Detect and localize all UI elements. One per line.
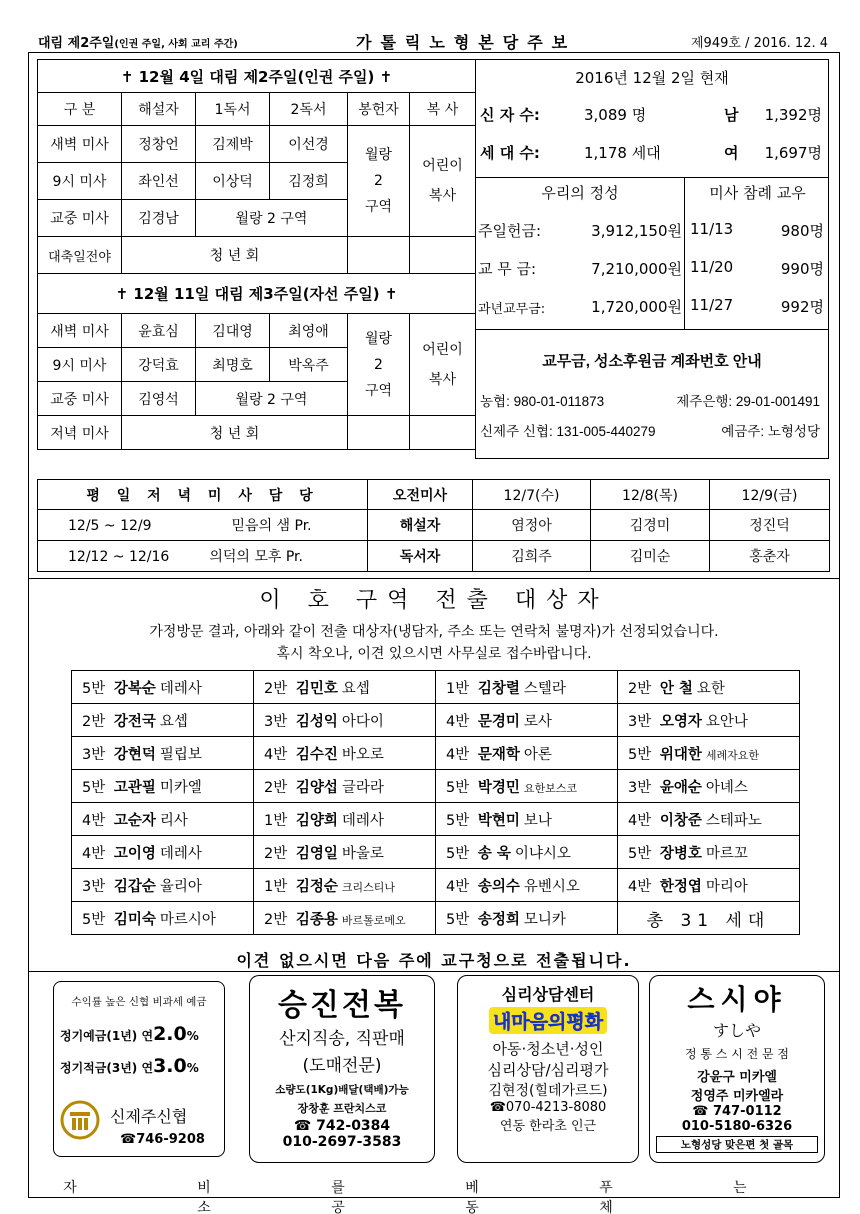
census-section — [476, 60, 828, 178]
section-divider — [28, 971, 840, 972]
reader-label: 독서자 — [368, 541, 473, 572]
believers-count: 3,089 명 — [584, 106, 647, 124]
entry-name: 강복순 — [113, 680, 156, 697]
empty-cell — [348, 416, 410, 450]
entry-saint: 리사 — [159, 812, 188, 829]
weekday-group: 믿음의 샘 Pr. — [231, 518, 312, 534]
ad-row — [29, 975, 841, 1165]
entry-saint: 율리아 — [159, 878, 202, 895]
transfer-entry — [72, 836, 254, 869]
schedule-cell: 최영애 — [270, 314, 348, 348]
transfer-entry — [436, 869, 618, 902]
ad-credit-union — [53, 981, 225, 1157]
entry-ban: 5반 — [628, 845, 652, 862]
entry-saint: 아녜스 — [705, 779, 748, 796]
account-holder: 예금주: 노형성당 — [721, 424, 820, 439]
schedule-table — [37, 59, 476, 450]
ad-line: 아동·청소년·성인 — [492, 1040, 604, 1058]
bulletin-frame — [28, 52, 840, 1214]
entry-saint: 아론 — [523, 746, 552, 763]
transfer-entry — [618, 803, 800, 836]
ad-sushi — [649, 975, 825, 1163]
entry-name: 송 욱 — [477, 845, 511, 862]
attendance-count: 980명 — [780, 222, 824, 240]
schedule-cell: 강덕효 — [122, 348, 196, 382]
transfer-entry — [254, 737, 436, 770]
header-sunday: 대림 제2주일(인권 주일, 사회 교리 주간) — [38, 36, 238, 51]
entry-saint: 스텔라 — [523, 680, 566, 697]
entry-ban: 2반 — [264, 680, 288, 697]
schedule-cell: 윤효심 — [122, 314, 196, 348]
attendance-count: 990명 — [780, 260, 824, 278]
entry-ban: 3반 — [628, 713, 652, 730]
entry-saint: 아다이 — [341, 713, 384, 730]
ad-line: (도매전문) — [302, 1056, 382, 1076]
entry-ban: 3반 — [628, 779, 652, 796]
entry-saint: 바오로 — [341, 746, 384, 763]
ad-line: 연동 한라초 인근 — [499, 1119, 597, 1134]
census-title: 2016년 12월 2일 현재 — [575, 69, 729, 87]
entry-name: 한정엽 — [659, 878, 702, 895]
transfer-entry — [436, 902, 618, 935]
account-title: 교무금, 성소후원금 계좌번호 안내 — [542, 353, 762, 370]
entry-ban: 5반 — [628, 746, 652, 763]
entry-ban: 3반 — [82, 746, 106, 763]
schedule-merged-cell: 청 년 회 — [122, 416, 348, 450]
entry-ban: 1반 — [446, 680, 470, 697]
entry-name: 김민호 — [295, 680, 338, 697]
entry-ban: 3반 — [82, 878, 106, 895]
entry-saint: 요셉 — [159, 713, 188, 730]
entry-ban: 5반 — [446, 779, 470, 796]
offering-label: 과년교무금: — [478, 302, 546, 317]
table-row — [72, 737, 800, 770]
morning-day: 12/9(금) — [710, 480, 830, 510]
schedule-cell: 이선경 — [270, 126, 348, 163]
credit-union-logo — [60, 1100, 100, 1140]
schedule-cell: 정창언 — [122, 126, 196, 163]
ad-counseling — [457, 975, 639, 1163]
entry-saint: 스테파노 — [705, 812, 762, 829]
mass-label: 교중 미사 — [38, 382, 122, 416]
mass-label: 교중 미사 — [38, 200, 122, 237]
ad-phone: ☎ 742-0384 — [293, 1118, 391, 1134]
schedule-merged-cell: 월랑 2 구역 — [196, 382, 348, 416]
schedule-merged-cell: 청 년 회 — [122, 237, 348, 274]
entry-saint: 바르톨로메오 — [341, 913, 406, 927]
entry-name: 장병호 — [659, 845, 702, 862]
entry-ban: 2반 — [264, 911, 288, 928]
col-offertory: 봉헌자 — [348, 93, 410, 126]
entry-name: 오영자 — [659, 713, 702, 730]
entry-saint: 글라라 — [341, 779, 384, 796]
morning-title: 오전미사 — [368, 480, 473, 510]
weekday-title: 평 일 저 녁 미 사 담 당 — [38, 480, 368, 510]
entry-saint: 유벤시오 — [523, 878, 580, 895]
credit-union-phone: ☎746-9208 — [120, 1132, 205, 1147]
entry-saint: 로사 — [523, 713, 552, 730]
offering-row — [476, 296, 684, 316]
transfer-entry — [436, 737, 618, 770]
section-divider — [28, 578, 840, 579]
mass-label: 새벽 미사 — [38, 314, 122, 348]
attendance-date: 11/13 — [690, 220, 734, 238]
female-label: 여 — [724, 144, 739, 162]
commentator-name: 정진덕 — [710, 510, 830, 541]
weekday-group: 의덕의 모후 Pr. — [209, 549, 303, 565]
entry-name: 고이영 — [113, 845, 156, 862]
entry-saint: 세례자요한 — [705, 748, 760, 762]
entry-saint: 모니카 — [523, 911, 566, 928]
entry-name: 문경미 — [477, 713, 520, 730]
entry-name: 송의수 — [477, 878, 520, 895]
account-nh: 농협: 980-01-011873 — [480, 394, 605, 409]
table-row — [72, 704, 800, 737]
entry-ban: 4반 — [82, 812, 106, 829]
offering-value: 1,720,000원 — [591, 298, 682, 316]
total-count: 총 31 세대 — [646, 910, 771, 931]
table-row — [72, 902, 800, 935]
transfer-table — [71, 670, 800, 935]
attendance-row — [690, 258, 824, 278]
bulletin-header — [38, 30, 828, 52]
entry-name: 김수진 — [295, 746, 338, 763]
transfer-intro: 혹시 착오나, 이견 있으시면 사무실로 접수바랍니다. — [276, 646, 592, 662]
transfer-footer: 이견 없으시면 다음 주에 교구청으로 전출됩니다. — [236, 951, 632, 970]
entry-saint: 요한 — [696, 680, 725, 697]
entry-name: 김양섭 — [295, 779, 338, 796]
account-jeju: 제주은행: 29-01-001491 — [676, 394, 820, 409]
entry-ban: 5반 — [82, 779, 106, 796]
commentator-label: 해설자 — [368, 510, 473, 541]
mass-label: 9시 미사 — [38, 348, 122, 382]
transfer-entry — [254, 803, 436, 836]
entry-saint: 크리스티나 — [341, 880, 396, 894]
transfer-entry — [254, 902, 436, 935]
attendance-date: 11/27 — [690, 296, 734, 314]
offering-row — [476, 258, 684, 278]
account-section — [476, 330, 828, 460]
entry-saint: 데레사 — [159, 845, 202, 862]
entry-ban: 4반 — [264, 746, 288, 763]
entry-ban: 5반 — [446, 845, 470, 862]
weekday-range: 12/5 ~ 12/9 — [68, 518, 152, 534]
offering-label: 교 무 금: — [478, 260, 537, 278]
transfer-entry — [436, 671, 618, 704]
entry-ban: 1반 — [264, 878, 288, 895]
entry-name: 강전국 — [113, 713, 156, 730]
reader-name: 홍춘자 — [710, 541, 830, 572]
entry-name: 강현덕 — [113, 746, 156, 763]
schedule-cell: 김대영 — [196, 314, 270, 348]
households-row — [476, 136, 828, 168]
ad-line: 정영주 미카엘라 — [690, 1089, 784, 1104]
offering-row — [476, 220, 684, 240]
entry-name: 김미숙 — [113, 911, 156, 928]
transfer-total — [618, 902, 800, 935]
schedule-cell: 좌인선 — [122, 163, 196, 200]
ad-line: 정기예금(1년) 연2.0% — [60, 1023, 199, 1045]
entry-name: 고관필 — [113, 779, 156, 796]
header-issue: 제949호 / 2016. 12. 4 — [691, 36, 828, 51]
transfer-entry — [254, 770, 436, 803]
ad-line: 심리상담/심리평가 — [487, 1061, 609, 1079]
schedule-cell: 김경남 — [122, 200, 196, 237]
entry-name: 고순자 — [113, 812, 156, 829]
male-count: 1,392명 — [764, 106, 822, 124]
entry-ban: 2반 — [82, 713, 106, 730]
transfer-entry — [618, 737, 800, 770]
entry-name: 김영일 — [295, 845, 338, 862]
entry-ban: 2반 — [264, 845, 288, 862]
offering-section — [476, 178, 828, 330]
ad-line: 김현정(힐데가르드) — [488, 1083, 608, 1099]
ad-line: 강윤구 미카엘 — [697, 1070, 777, 1085]
mass-schedule — [37, 59, 475, 459]
entry-saint: 요안나 — [705, 713, 748, 730]
entry-ban: 5반 — [446, 911, 470, 928]
altar-server-group: 어린이 복사 — [410, 314, 476, 416]
ad-line: 정기적금(3년) 연3.0% — [60, 1055, 199, 1077]
entry-name: 이창준 — [659, 812, 702, 829]
credit-union-name: 신제주신협 — [110, 1107, 188, 1126]
schedule-cell: 최명호 — [196, 348, 270, 382]
table-row — [72, 671, 800, 704]
entry-ban: 5반 — [82, 911, 106, 928]
ad-phone: 010-5180-6326 — [681, 1119, 793, 1134]
ad-title: 심리상담센터 — [501, 985, 595, 1004]
transfer-entry — [254, 671, 436, 704]
reader-name: 김희주 — [473, 541, 591, 572]
entry-ban: 1반 — [264, 812, 288, 829]
morning-day: 12/7(수) — [473, 480, 591, 510]
entry-saint: 필립보 — [159, 746, 202, 763]
entry-name: 박경민 — [477, 779, 520, 796]
schedule-cell: 김영석 — [122, 382, 196, 416]
transfer-entry — [254, 869, 436, 902]
transfer-entry — [618, 836, 800, 869]
account-shinhyup: 신제주 신협: 131-005-440279 — [480, 424, 656, 439]
ad-line: 산지직송, 직판매 — [279, 1029, 405, 1049]
transfer-entry — [436, 770, 618, 803]
male-label: 남 — [724, 106, 739, 124]
empty-cell — [410, 416, 476, 450]
weekday-row — [38, 510, 368, 541]
attendance-row — [690, 296, 824, 316]
col-altar-server: 복 사 — [410, 93, 476, 126]
ad-line: 장창훈 프란치스코 — [297, 1102, 387, 1115]
schedule-cell: 이상덕 — [196, 163, 270, 200]
morning-day: 12/8(목) — [591, 480, 710, 510]
ad-line: 노형성당 맞은편 첫 골목 — [656, 1136, 818, 1153]
transfer-entry — [254, 704, 436, 737]
weekday-range: 12/12 ~ 12/16 — [68, 549, 170, 565]
schedule-merged-cell: 월랑 2 구역 — [196, 200, 348, 237]
entry-ban: 2반 — [628, 680, 652, 697]
table-row — [72, 869, 800, 902]
entry-saint: 마르꼬 — [705, 845, 748, 862]
entry-name: 박현미 — [477, 812, 520, 829]
bottom-slogan: 자 비 를 베 푸 는 소 공 동 체 — [63, 1180, 805, 1214]
empty-cell — [410, 237, 476, 274]
offertory-group: 월랑 2 구역 — [348, 314, 410, 416]
entry-ban: 4반 — [446, 746, 470, 763]
ad-line: すしや — [712, 1021, 761, 1040]
ad-phone: ☎ 747-0112 — [692, 1104, 782, 1119]
transfer-entry — [72, 671, 254, 704]
transfer-entry — [72, 803, 254, 836]
female-count: 1,697명 — [764, 144, 822, 162]
mass-label: 저녁 미사 — [38, 416, 122, 450]
mass-label: 9시 미사 — [38, 163, 122, 200]
attendance-count: 992명 — [780, 298, 824, 316]
entry-name: 김양희 — [295, 812, 338, 829]
entry-name: 김성익 — [295, 713, 338, 730]
transfer-entry — [618, 770, 800, 803]
transfer-entry — [72, 704, 254, 737]
ad-line: 정 통 스 시 전 문 점 — [684, 1047, 790, 1061]
transfer-entry — [436, 704, 618, 737]
table-row — [72, 770, 800, 803]
transfer-title: 이 호 구역 전출 대상자 — [259, 588, 609, 613]
mass-label: 대축일전야 — [38, 237, 122, 274]
weekday-row — [38, 541, 368, 572]
entry-ban: 2반 — [264, 779, 288, 796]
empty-cell — [348, 237, 410, 274]
transfer-entry — [436, 803, 618, 836]
altar-server-group: 어린이 복사 — [410, 126, 476, 237]
entry-saint: 미카엘 — [159, 779, 202, 796]
entry-saint: 마르시아 — [159, 911, 216, 928]
ad-line: 수익률 높은 신협 비과세 예금 — [71, 996, 207, 1008]
col-commentator: 해설자 — [122, 93, 196, 126]
offering-label: 주일헌금: — [478, 222, 542, 240]
commentator-name: 염정아 — [473, 510, 591, 541]
attendance-title: 미사 참례 교우 — [709, 184, 806, 202]
entry-saint: 바울로 — [341, 845, 384, 862]
counseling-brand: 내마음의평화 — [489, 1007, 607, 1034]
entry-name: 위대한 — [659, 746, 702, 763]
entry-saint: 데레사 — [159, 680, 202, 697]
attendance-row — [690, 220, 824, 240]
schedule-cell: 김제박 — [196, 126, 270, 163]
week1-title: ✝ 12월 4일 대림 제2주일(인권 주일) ✝ — [38, 60, 476, 93]
entry-name: 윤애순 — [659, 779, 702, 796]
week2-title: ✝ 12월 11일 대림 제3주일(자선 주일) ✝ — [38, 274, 476, 314]
offering-value: 7,210,000원 — [591, 260, 682, 278]
entry-name: 김갑순 — [113, 878, 156, 895]
entry-name: 송정희 — [477, 911, 520, 928]
entry-ban: 5반 — [82, 680, 106, 697]
entry-ban: 4반 — [628, 812, 652, 829]
ad-title: 스시야 — [687, 983, 787, 1016]
entry-ban: 4반 — [628, 878, 652, 895]
transfer-entry — [254, 836, 436, 869]
entry-name: 문재학 — [477, 746, 520, 763]
entry-name: 김창렬 — [477, 680, 520, 697]
table-row — [72, 836, 800, 869]
entry-ban: 3반 — [264, 713, 288, 730]
ad-line: 소량도(1Kg)배달(택배)가능 — [275, 1084, 409, 1096]
ad-phone: ☎070-4213-8080 — [489, 1100, 607, 1115]
col-reading2: 2독서 — [270, 93, 348, 126]
mass-label: 새벽 미사 — [38, 126, 122, 163]
transfer-intro: 가정방문 결과, 아래와 같이 전출 대상자(냉담자, 주소 또는 연락처 불명자)가 선정되었습니다. — [149, 624, 719, 640]
transfer-entry — [618, 704, 800, 737]
weekday-mass-table — [37, 479, 830, 572]
entry-saint: 보나 — [523, 812, 552, 829]
entry-saint: 요한보스코 — [523, 781, 578, 795]
entry-name: 안 철 — [659, 680, 693, 697]
offering-title: 우리의 정성 — [541, 184, 619, 202]
entry-ban: 4반 — [446, 878, 470, 895]
parish-info-panel — [475, 59, 829, 459]
transfer-entry — [618, 671, 800, 704]
entry-ban: 4반 — [446, 713, 470, 730]
col-category: 구 분 — [38, 93, 122, 126]
entry-ban: 4반 — [82, 845, 106, 862]
entry-saint: 요셉 — [341, 680, 370, 697]
header-title: 가톨릭노형본당주보 — [356, 33, 577, 52]
households-label: 세 대 수: — [480, 144, 540, 162]
ad-abalone — [249, 975, 435, 1163]
transfer-entry — [72, 902, 254, 935]
entry-saint: 이냐시오 — [514, 845, 571, 862]
offering-value: 3,912,150원 — [591, 222, 682, 240]
transfer-entry — [436, 836, 618, 869]
households-count: 1,178 세대 — [584, 144, 661, 162]
offertory-group: 월랑 2 구역 — [348, 126, 410, 237]
col-reading1: 1독서 — [196, 93, 270, 126]
entry-name: 김정순 — [295, 878, 338, 895]
entry-ban: 5반 — [446, 812, 470, 829]
transfer-entry — [72, 869, 254, 902]
entry-saint: 마리아 — [705, 878, 748, 895]
table-row — [72, 803, 800, 836]
transfer-entry — [72, 770, 254, 803]
believers-label: 신 자 수: — [480, 106, 540, 124]
schedule-cell: 김정희 — [270, 163, 348, 200]
commentator-name: 김경미 — [591, 510, 710, 541]
transfer-entry — [618, 869, 800, 902]
schedule-cell: 박옥주 — [270, 348, 348, 382]
ad-phone: 010-2697-3583 — [282, 1134, 402, 1150]
ad-title: 승진전복 — [278, 988, 406, 1023]
entry-name: 김종용 — [295, 911, 338, 928]
reader-name: 김미순 — [591, 541, 710, 572]
entry-saint: 데레사 — [341, 812, 384, 829]
attendance-date: 11/20 — [690, 258, 734, 276]
believers-row — [476, 98, 828, 130]
transfer-entry — [72, 737, 254, 770]
